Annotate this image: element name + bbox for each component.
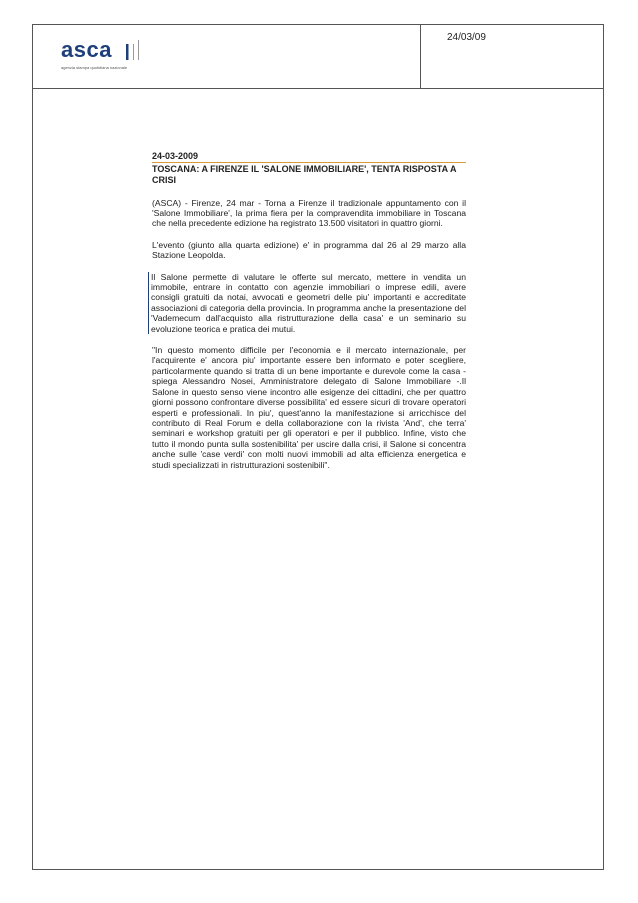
logo-bars-icon	[125, 40, 155, 62]
asca-logo	[61, 37, 221, 77]
header-date: 24/03/09	[420, 25, 603, 88]
article-paragraph: L'evento (giunto alla quarta edizione) e' in programma dal 26 al 29 marzo alla Stazione Leopolda.	[152, 239, 466, 261]
article	[152, 151, 466, 481]
page-header	[33, 25, 603, 89]
article-paragraph: "In questo momento difficile per l'economia e il mercato internazionale, per l'acquirente e' ancora piu' importante essere ben informato e poter scegliere, particolarmente quando si tratta di un bene importante e durevole come la casa - spiega Alessandro Nosei, Amministratore delegato di Salone Immobiliare -.Il Salone in questo senso viene incontro alle esigenze dei cittadini, che per quattro giorni possono confrontare diverse possibilita' ed essere sicuri di trovare operatori esperti e professionali. In piu', quest'anno la manifestazione si arricchisce del contributo di Real Forum e della collaborazione con la rivista 'And', che terra' seminari e workshop gratuiti per gli operatori e per il pubblico. Infine, visto che tutto il mondo punta sulla sostenibilita' per uscire dalla crisi, il Salone si concentra anche sulle 'case verdi' con molti nuovi immobili ad alta efficienza energetica e studi specializzati in ristrutturazioni sostenibili".	[152, 345, 466, 470]
title-rule	[152, 162, 466, 163]
article-date: 24-03-2009	[152, 151, 199, 161]
logo-wordmark: asca	[61, 37, 112, 62]
article-paragraph: Il Salone permette di valutare le offerte sul mercato, mettere in vendita un immobile, entrare in contatto con agenzie immobiliari o imprese edili, avere consigli gratuiti da notai, avvocati e geometri delle piu' importanti e accreditate associazioni di categoria della provincia. In programma anche la presentazione del 'Vademecum dall'acquisto alla ristrutturazione della casa' e un seminario su evoluzione teorica e pratica dei mutui.	[148, 272, 466, 334]
logo-subtitle: agenzia stampa quotidiana nazionale	[61, 65, 128, 70]
article-title: TOSCANA: A FIRENZE IL 'SALONE IMMOBILIARE', TENTA RISPOSTA A CRISI	[152, 164, 457, 185]
article-paragraph: (ASCA) - Firenze, 24 mar - Torna a Firenze il tradizionale appuntamento con il 'Salone Immobiliare', la prima fiera per la compravendita immobiliare in Toscana che nella precedente edizione ha registrato 13.500 visitatori in quattro giorni.	[152, 197, 466, 229]
